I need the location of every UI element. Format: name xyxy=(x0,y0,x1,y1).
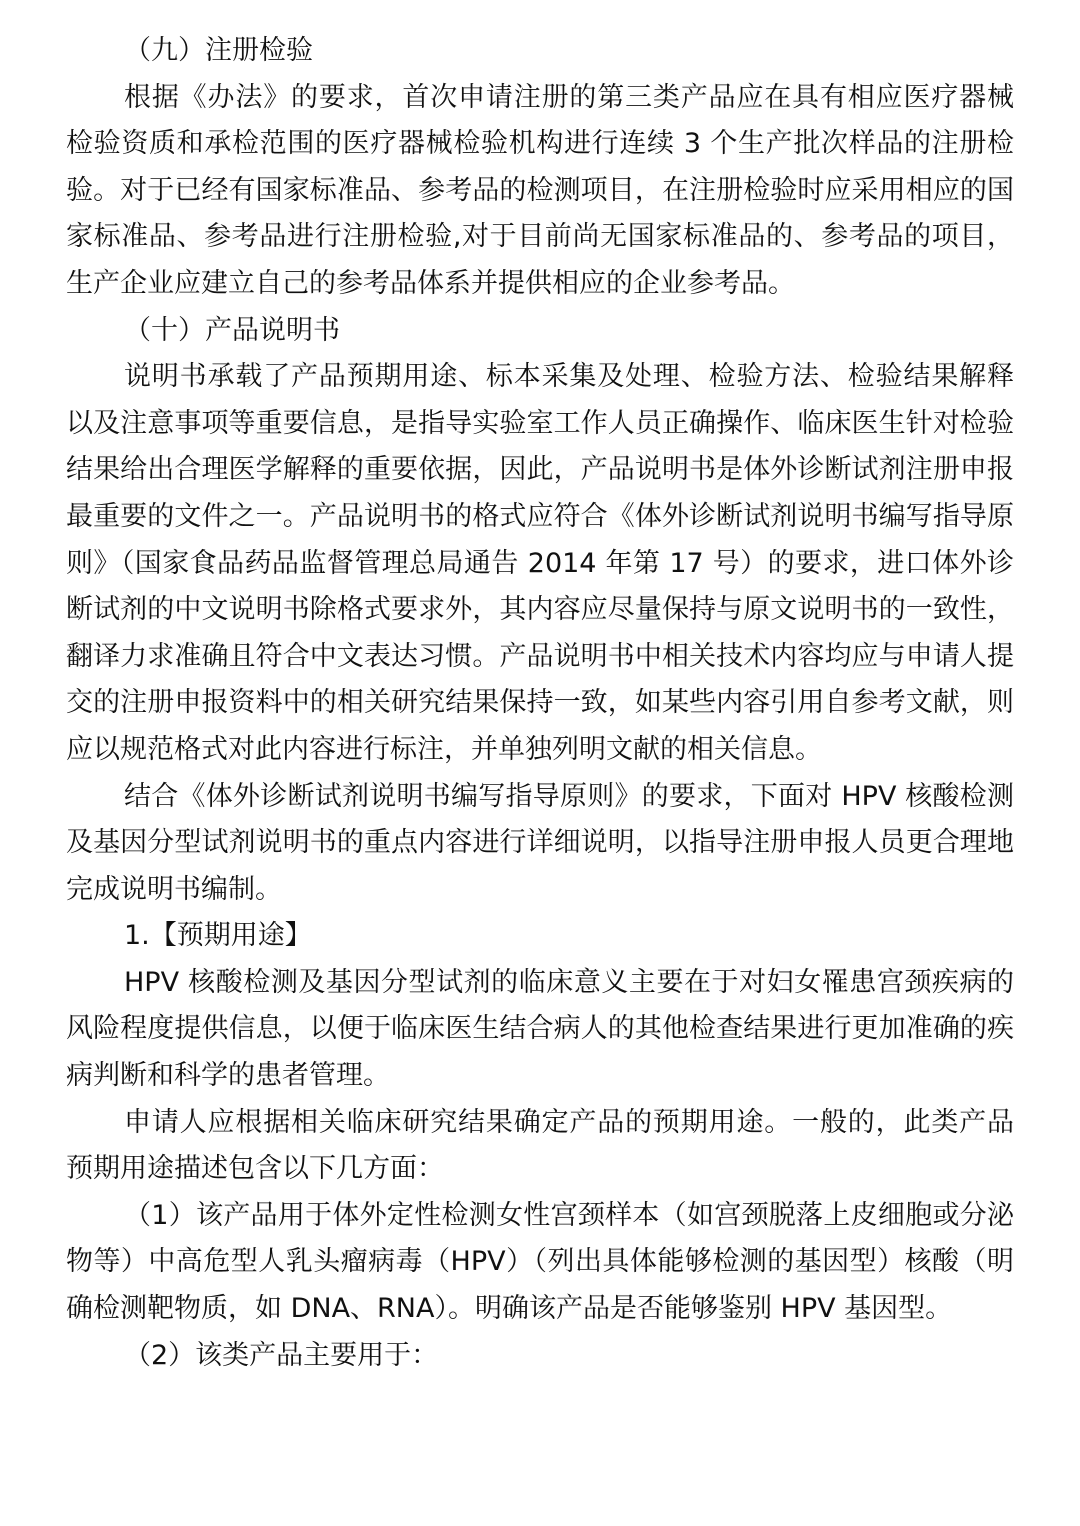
paragraph-intended-use-intro: 申请人应根据相关临床研究结果确定产品的预期用途。一般的，此类产品预期用途描述包含以下几方面： xyxy=(66,1106,1014,1185)
document-page xyxy=(66,28,1014,1508)
list-item-2: （2）该类产品主要用于： xyxy=(124,1339,439,1371)
subheading-intended-use: 1.【预期用途】 xyxy=(124,920,312,952)
paragraph-clinical-significance: HPV 核酸检测及基因分型试剂的临床意义主要在于对妇女罹患宫颈疾病的风险程度提供信息，以便于临床医生结合病人的其他检查结果进行更加准确的疾病判断和科学的患者管理。 xyxy=(66,966,1014,1092)
paragraph-instructions-guidance: 结合《体外诊断试剂说明书编写指导原则》的要求，下面对 HPV 核酸检测及基因分型试剂说明书的重点内容进行详细说明，以指导注册申报人员更合理地完成说明书编制。 xyxy=(66,780,1014,905)
section-heading-registration-test: （九）注册检验 xyxy=(124,35,313,66)
paragraph-registration-test: 根据《办法》的要求，首次申请注册的第三类产品应在具有相应医疗器械检验资质和承检范围的医疗器械检验机构进行连续 3 个生产批次样品的注册检验。对于已经有国家标准品、参考品的检测项目，在注册检验时应采用相应的国家标准品、参考品进行注册检验,对于目前尚无国家标准品的、参考品的项目，生产企业应建立自己的参考品体系并提供相应的企业参考品。 xyxy=(66,81,1014,299)
section-heading-instructions: （十）产品说明书 xyxy=(124,314,340,346)
paragraph-instructions-overview: 说明书承载了产品预期用途、标本采集及处理、检验方法、检验结果解释以及注意事项等重要信息，是指导实验室工作人员正确操作、临床医生针对检验结果给出合理医学解释的重要依据，因此，产品说明书是体外诊断试剂注册申报最重要的文件之一。产品说明书的格式应符合《体外诊断试剂说明书编写指导原则》（国家食品药品监督管理总局通告 2014 年第 17 号）的要求，进口体外诊断试剂的中文说明书除格式要求外，其内容应尽量保持与原文说明书的一致性，翻译力求准确且符合中文表达习惯。产品说明书中相关技术内容均应与申请人提交的注册申报资料中的相关研究结果保持一致，如某些内容引用自参考文献，则应以规范格式对此内容进行标注，并单独列明文献的相关信息。 xyxy=(66,361,1014,765)
list-item-1: （1）该产品用于体外定性检测女性宫颈样本（如宫颈脱落上皮细胞或分泌物等）中高危型人乳头瘤病毒（HPV）（列出具体能够检测的基因型）核酸（明确检测靶物质，如 DNA、RNA）。明确该产品是否能够鉴别 HPV 基因型。 xyxy=(66,1199,1014,1325)
